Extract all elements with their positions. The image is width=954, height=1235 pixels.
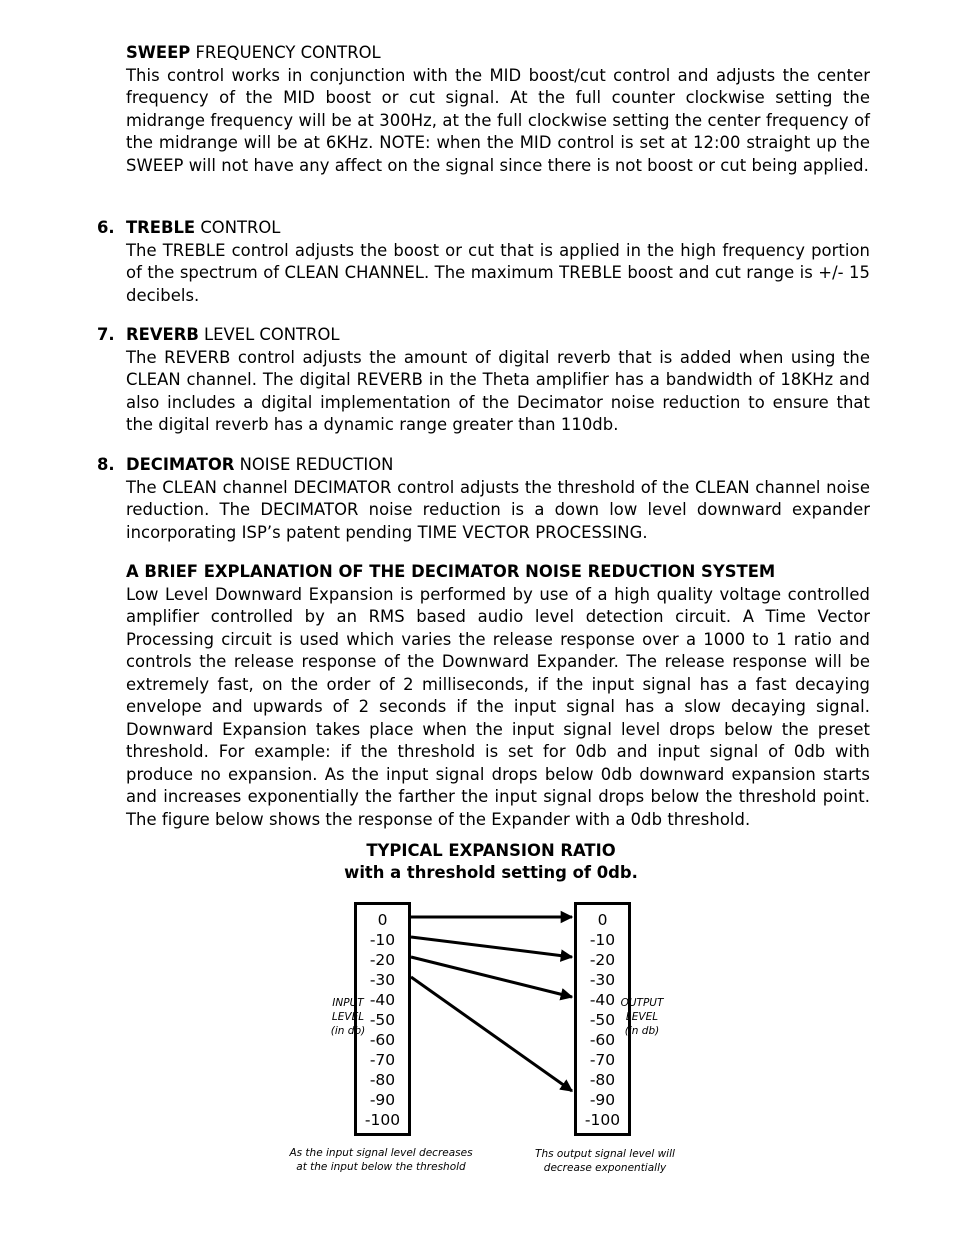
output-tick: -20	[589, 951, 616, 969]
decimator-body: The CLEAN channel DECIMATOR control adjusts the threshold of the CLEAN channel noise reduction. The DECIMATOR noise reduction is a down low level downward expander incorporating ISP’s patent pending TIME VECTOR PROCESSING.	[126, 477, 870, 542]
figure-title-line2: with a threshold setting of 0db.	[344, 863, 638, 882]
output-label-line: (in db)	[624, 1025, 660, 1037]
expansion-arrow	[411, 937, 572, 957]
input-tick: -60	[369, 1031, 396, 1049]
input-tick: -10	[369, 931, 396, 949]
output-label-line: OUTPUT	[620, 997, 664, 1009]
reverb-number: 7.	[97, 325, 115, 344]
sweep-heading-rest: FREQUENCY CONTROL	[190, 43, 381, 62]
sweep-body: This control works in conjunction with the MID boost/cut control and adjusts the center frequency of the MID boost or cut signal. At the full counter clockwise setting the midrange frequency will be at 300Hz, at the full clockwise setting the center frequency of the midrange will be at 6KHz. NOTE: when the MID control is set at 12:00 straight up the SWEEP will not have any affect on the signal since there is not boost or cut being applied.	[126, 65, 870, 175]
reverb-heading-bold: REVERB	[126, 325, 199, 344]
decimator-heading-bold: DECIMATOR	[126, 455, 235, 474]
output-tick: -10	[589, 931, 616, 949]
input-tick: -70	[369, 1051, 396, 1069]
output-tick: -70	[589, 1051, 616, 1069]
reverb-heading-rest: LEVEL CONTROL	[198, 325, 340, 344]
input-tick: -50	[369, 1011, 396, 1029]
output-tick: 0	[597, 911, 608, 929]
output-tick: -40	[589, 991, 616, 1009]
input-tick: -100	[364, 1111, 401, 1129]
output-tick: -80	[589, 1071, 616, 1089]
reverb-body: The REVERB control adjusts the amount of digital reverb that is added when using the CLEAN channel. The digital REVERB in the Theta amplifier has a bandwidth of 18KHz and also includes a digital implementation of the Decimator noise reduction to ensure that the digital reverb has a dynamic range greater than 110db.	[126, 347, 870, 434]
explanation-body: Low Level Downward Expansion is performed by use of a high quality voltage controlled amplifier controlled by an RMS based audio level detection circuit. A Time Vector Processing circuit is used which varies the release response over a 1000 to 1 ratio and controls the release response of the Downward Expander. The release response will be extremely fast, on the order of 2 milliseconds, if the input signal has a fast decaying envelope and upwards of 2 seconds if the input signal has a slow decaying signal. Downward Expansion takes place when the input signal level drops below the preset threshold. For example: if the threshold is set for 0db and input signal of 0db with produce no expansion. As the input signal drops below 0db downward expansion starts and increases exponentially the farther the input signal drops below the threshold point. The figure below shows the response of the Expander with a 0db threshold.	[126, 584, 870, 829]
expansion-arrow	[411, 977, 572, 1091]
input-caption-line: As the input signal level decreases	[289, 1147, 473, 1159]
input-tick: -20	[369, 951, 396, 969]
expansion-arrow	[411, 957, 572, 997]
input-caption	[286, 1146, 476, 1174]
output-tick: -30	[589, 971, 616, 989]
output-caption-line: Ths output signal level will	[535, 1148, 675, 1160]
input-tick: 0	[377, 911, 388, 929]
explanation-heading: A BRIEF EXPLANATION OF THE DECIMATOR NOISE REDUCTION SYSTEM	[126, 562, 776, 581]
output-tick: -50	[589, 1011, 616, 1029]
decimator-heading-rest: NOISE REDUCTION	[234, 455, 394, 474]
treble-heading-bold: TREBLE	[126, 218, 196, 237]
output-tick: -90	[589, 1091, 616, 1109]
input-tick: -80	[369, 1071, 396, 1089]
input-tick: -90	[369, 1091, 396, 1109]
treble-heading-rest: CONTROL	[195, 218, 281, 237]
output-caption-line: decrease exponentially	[543, 1162, 667, 1174]
figure-title-line1: TYPICAL EXPANSION RATIO	[366, 841, 616, 860]
input-caption-line: at the input below the threshold	[296, 1161, 466, 1173]
treble-body: The TREBLE control adjusts the boost or cut that is applied in the high frequency portion of the spectrum of CLEAN CHANNEL. The maximum TREBLE boost and cut range is +/- 15 decibels.	[126, 240, 870, 305]
output-tick: -60	[589, 1031, 616, 1049]
output-caption	[520, 1147, 690, 1175]
decimator-number: 8.	[97, 455, 115, 474]
output-label-line: LEVEL	[625, 1011, 659, 1023]
output-tick: -100	[584, 1111, 621, 1129]
input-label-line: (in db)	[330, 1025, 366, 1037]
input-tick: -40	[369, 991, 396, 1009]
input-label-line: INPUT	[332, 997, 364, 1009]
input-tick: -30	[369, 971, 396, 989]
input-label-line: LEVEL	[331, 1011, 365, 1023]
sweep-heading-bold: SWEEP	[126, 43, 191, 62]
treble-number: 6.	[97, 218, 115, 237]
